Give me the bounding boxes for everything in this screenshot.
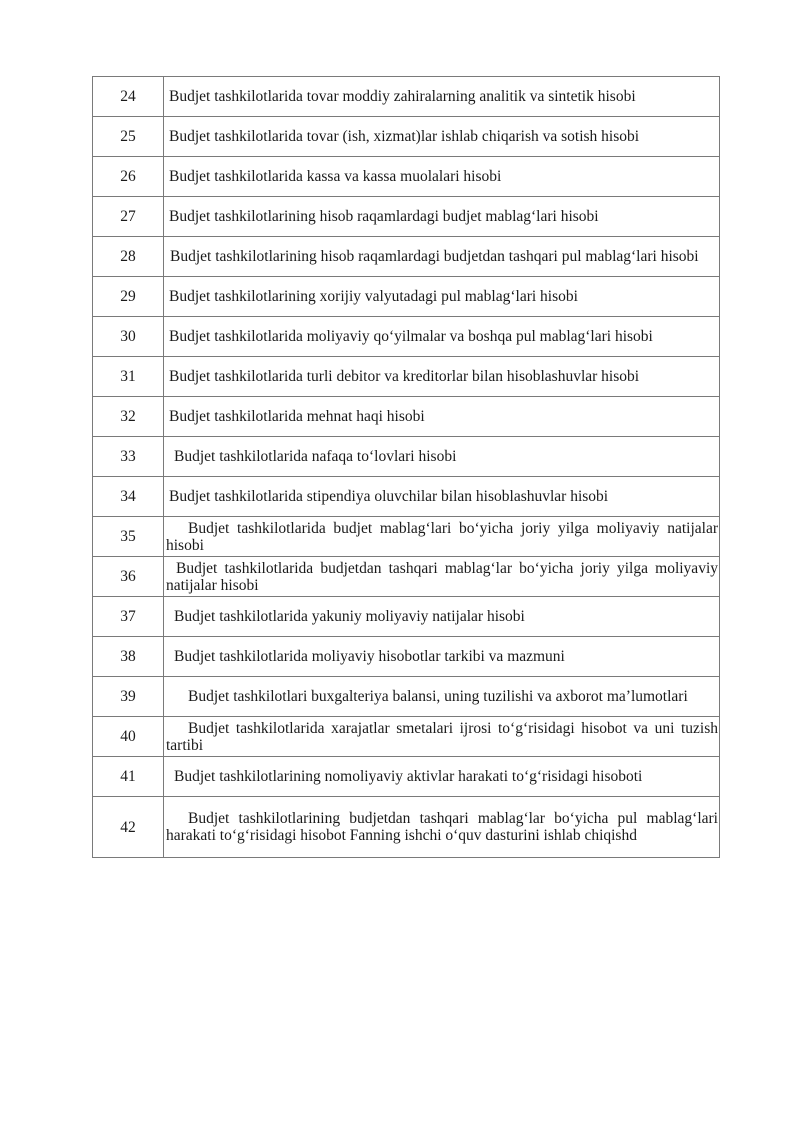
row-title: Budjet tashkilotlarida budjet mablag‘lari bo‘yicha joriy yilga moliyaviy natijalar hisobi: [164, 517, 720, 557]
row-number: 26: [93, 157, 164, 197]
table-row: [93, 197, 720, 237]
table-row: [93, 717, 720, 757]
row-number: 24: [93, 77, 164, 117]
row-number: 27: [93, 197, 164, 237]
row-number: 37: [93, 597, 164, 637]
row-number: 41: [93, 757, 164, 797]
row-number: 29: [93, 277, 164, 317]
row-title: Budjet tashkilotlarining hisob raqamlardagi budjet mablag‘lari hisobi: [164, 197, 720, 237]
row-title: Budjet tashkilotlarida xarajatlar smetalari ijrosi to‘g‘risidagi hisobot va uni tuzish tartibi: [164, 717, 720, 757]
row-title: Budjet tashkilotlarining hisob raqamlardagi budjetdan tashqari pul mablag‘lari hisobi: [164, 237, 720, 277]
row-title: Budjet tashkilotlarining nomoliyaviy aktivlar harakati to‘g‘risidagi hisoboti: [164, 757, 720, 797]
row-title: Budjet tashkilotlarida tovar (ish, xizmat)lar ishlab chiqarish va sotish hisobi: [164, 117, 720, 157]
row-title: Budjet tashkilotlarida turli debitor va kreditorlar bilan hisoblashuvlar hisobi: [164, 357, 720, 397]
row-title: Budjet tashkilotlarining xorijiy valyutadagi pul mablag‘lari hisobi: [164, 277, 720, 317]
row-number: 30: [93, 317, 164, 357]
row-title: Budjet tashkilotlarida tovar moddiy zahiralarning analitik va sintetik hisobi: [164, 77, 720, 117]
row-number: 36: [93, 557, 164, 597]
table-row: [93, 437, 720, 477]
table-row: [93, 637, 720, 677]
table-row: [93, 797, 720, 858]
topics-table: [92, 76, 720, 858]
row-number: 35: [93, 517, 164, 557]
row-title: Budjet tashkilotlarida stipendiya oluvchilar bilan hisoblashuvlar hisobi: [164, 477, 720, 517]
row-title: Budjet tashkilotlarida mehnat haqi hisobi: [164, 397, 720, 437]
table-row: [93, 77, 720, 117]
row-number: 38: [93, 637, 164, 677]
row-number: 33: [93, 437, 164, 477]
table-row: [93, 477, 720, 517]
row-title: Budjet tashkilotlarida moliyaviy qo‘yilmalar va boshqa pul mablag‘lari hisobi: [164, 317, 720, 357]
row-title: Budjet tashkilotlarida moliyaviy hisobotlar tarkibi va mazmuni: [164, 637, 720, 677]
table-row: [93, 117, 720, 157]
row-title: Budjet tashkilotlarida kassa va kassa muolalari hisobi: [164, 157, 720, 197]
table-row: [93, 277, 720, 317]
row-number: 42: [93, 797, 164, 858]
row-number: 31: [93, 357, 164, 397]
row-number: 40: [93, 717, 164, 757]
row-title: Budjet tashkilotlarida budjetdan tashqari mablag‘lar bo‘yicha joriy yilga moliyaviy natijalar hisobi: [164, 557, 720, 597]
row-number: 34: [93, 477, 164, 517]
table-row: [93, 597, 720, 637]
row-title: Budjet tashkilotlarida nafaqa to‘lovlari hisobi: [164, 437, 720, 477]
row-number: 28: [93, 237, 164, 277]
table-row: [93, 157, 720, 197]
table-row: [93, 317, 720, 357]
row-number: 32: [93, 397, 164, 437]
row-title: Budjet tashkilotlarining budjetdan tashqari mablag‘lar bo‘yicha pul mablag‘lari harakati to‘g‘risidagi hisobot Fanning ishchi o‘quv dasturini ishlab chiqishd: [164, 797, 720, 858]
row-number: 39: [93, 677, 164, 717]
table-row: [93, 397, 720, 437]
table-row: [93, 357, 720, 397]
table-row: [93, 757, 720, 797]
table-row: [93, 237, 720, 277]
table-row: [93, 517, 720, 557]
row-number: 25: [93, 117, 164, 157]
row-title: Budjet tashkilotlarida yakuniy moliyaviy natijalar hisobi: [164, 597, 720, 637]
row-title: Budjet tashkilotlari buxgalteriya balansi, uning tuzilishi va axborot ma’lumotlari: [164, 677, 720, 717]
table-row: [93, 677, 720, 717]
table-row: [93, 557, 720, 597]
